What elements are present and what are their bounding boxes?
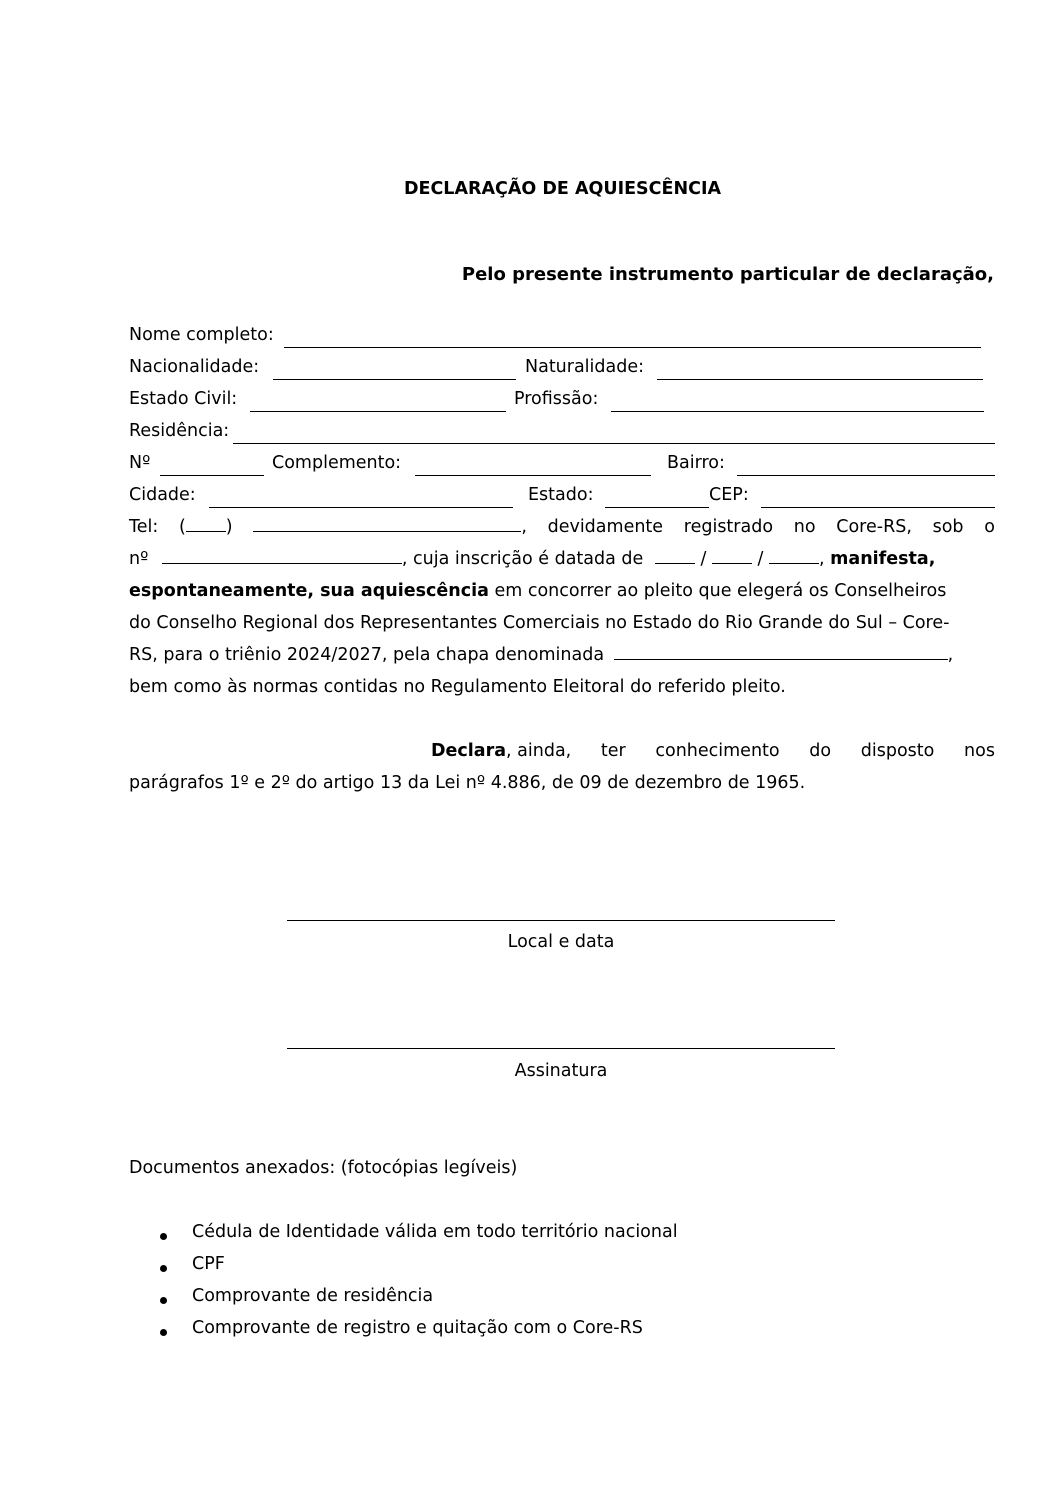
blank-nacionalidade[interactable] [273, 379, 516, 380]
label-nacionalidade: Nacionalidade: [129, 357, 260, 377]
bullet-icon [160, 1233, 167, 1240]
blank-profissao[interactable] [611, 411, 984, 412]
blank-numero[interactable] [160, 475, 264, 476]
text-word: o [984, 517, 995, 537]
blank-estado[interactable] [605, 507, 709, 508]
label-numero: Nº [129, 453, 151, 473]
label-cidade: Cidade: [129, 485, 196, 505]
paragraph2-line1: Declara, ainda, ter conhecimento do disposto nos [431, 741, 995, 767]
attachment-item: Cédula de Identidade válida em todo território nacional [192, 1222, 678, 1242]
blank-nome[interactable] [284, 347, 981, 348]
label-nome: Nome completo: [129, 325, 274, 345]
blank-residencia[interactable] [233, 443, 995, 444]
attachments-heading: Documentos anexados: (fotocópias legíveis) [129, 1158, 518, 1178]
bullet-icon [160, 1329, 167, 1336]
registration-label: nº [129, 549, 149, 569]
blank-ano[interactable] [769, 549, 819, 564]
text-word: sob [932, 517, 964, 537]
paragraph2-line2: parágrafos 1º e 2º do artigo 13 da Lei nº 4.886, de 09 de dezembro de 1965. [129, 773, 806, 793]
text-word: registrado [683, 517, 774, 537]
field-row-estado-civil [129, 389, 995, 415]
blank-telefone[interactable] [253, 517, 521, 532]
paragraph1-line3: espontaneamente, sua aquiescência em concorrer ao pleito que elegerá os Conselheiros [129, 581, 947, 601]
text-inscricao: , cuja inscrição é datada de [401, 549, 644, 569]
local-data-label: Local e data [507, 932, 615, 952]
text-word: no [793, 517, 816, 537]
paragraph1-line1 [129, 517, 995, 543]
label-bairro: Bairro: [667, 453, 725, 473]
page-title: DECLARAÇÃO DE AQUIESCÊNCIA [403, 179, 721, 199]
paragraph1-line6: bem como às normas contidas no Regulamento Eleitoral do referido pleito. [129, 677, 786, 697]
attachment-item: CPF [192, 1254, 225, 1274]
blank-naturalidade[interactable] [657, 379, 983, 380]
label-complemento: Complemento: [272, 453, 402, 473]
field-row-nacionalidade [129, 357, 995, 383]
blank-complemento[interactable] [415, 475, 651, 476]
declaration-intro: Pelo presente instrumento particular de declaração, [461, 264, 994, 285]
label-cep: CEP: [709, 485, 749, 505]
blank-registro[interactable] [162, 549, 402, 564]
paragraph1-line5: RS, para o triênio 2024/2027, pela chapa denominada , [129, 645, 954, 665]
tel-ddd: ( ) [178, 517, 233, 537]
field-row-nome [129, 325, 995, 351]
blank-bairro[interactable] [737, 475, 995, 476]
paragraph1-line2: nº , cuja inscrição é datada de / / , manifesta, [129, 549, 936, 569]
signature-line[interactable] [287, 1048, 835, 1049]
blank-mes[interactable] [712, 549, 752, 564]
tel-number: , [253, 517, 527, 543]
field-row-numero [129, 453, 995, 479]
attachment-item: Comprovante de registro e quitação com o Core-RS [192, 1318, 643, 1338]
text-word: devidamente [547, 517, 664, 537]
paragraph1-line4: do Conselho Regional dos Representantes Comerciais no Estado do Rio Grande do Sul – Core- [129, 613, 950, 633]
label-estado-civil: Estado Civil: [129, 389, 238, 409]
field-row-residencia [129, 421, 995, 447]
text-manifesta: manifesta, [830, 549, 936, 569]
local-data-line[interactable] [287, 920, 835, 921]
label-residencia: Residência: [129, 421, 230, 441]
blank-dia[interactable] [655, 549, 695, 564]
bullet-icon [160, 1297, 167, 1304]
label-profissao: Profissão: [514, 389, 599, 409]
blank-cidade[interactable] [209, 507, 513, 508]
field-row-cidade [129, 485, 995, 511]
text-word: Core-RS, [836, 517, 912, 537]
blank-chapa[interactable] [614, 645, 948, 660]
blank-ddd[interactable] [186, 517, 226, 532]
signature-label: Assinatura [514, 1061, 608, 1081]
label-estado: Estado: [528, 485, 594, 505]
bullet-icon [160, 1265, 167, 1272]
attachment-item: Comprovante de residência [192, 1286, 434, 1306]
tel-label: Tel: [129, 517, 159, 537]
blank-estado-civil[interactable] [250, 411, 506, 412]
blank-cep[interactable] [761, 507, 995, 508]
text-declara: Declara, ainda, [431, 741, 572, 761]
label-naturalidade: Naturalidade: [525, 357, 645, 377]
